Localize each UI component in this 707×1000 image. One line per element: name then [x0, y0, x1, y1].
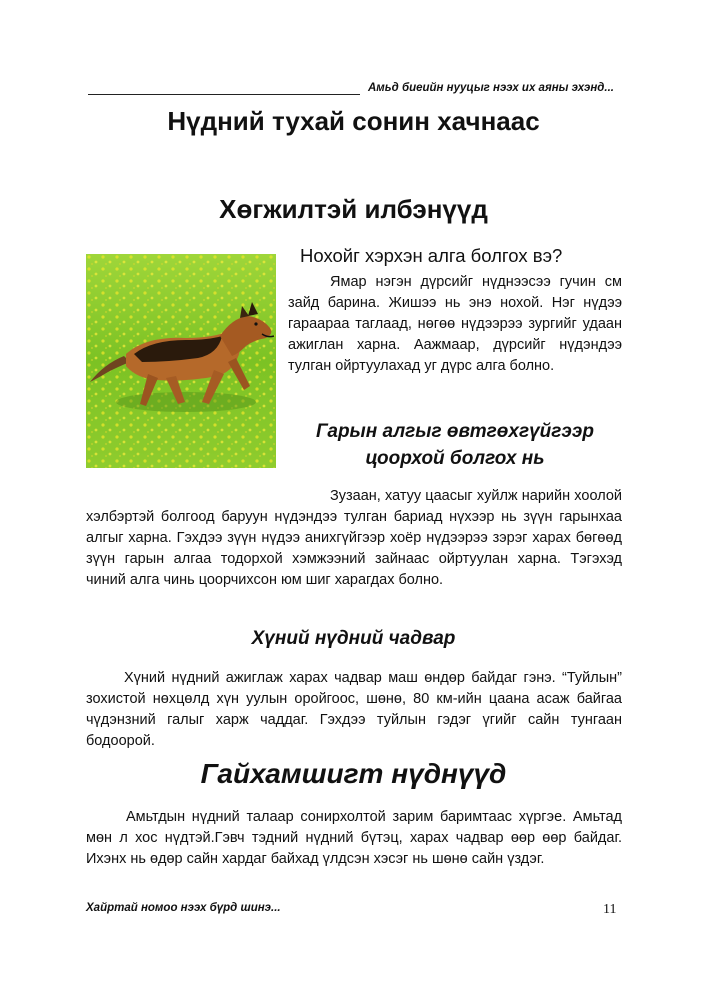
dog-photo: [86, 254, 276, 468]
palm-trick-paragraph: Зузаан, хатуу цаасыг хуйлж нарийн хоолой хэлбэртэй болгоод баруун нүдэндээ тулган бариад нүхээр нь зүүн гарынхаа алгыг харна. Гэхдээ зүүн нүдээ анихгүйгээр хоёр нүдээрээ зэрэг харах бөгөөд зүүн гарын алгаа тодорхой хэмжээний зайнаас ойртуулан харна. Тэгэхэд чиний алга чинь цоорчихсон юм шиг харагдах болно.: [86, 488, 622, 588]
running-footer: Хайртай номоо нээх бүрд шинэ...: [86, 902, 281, 914]
amazing-eyes-paragraph: Амьтдын нүдний талаар сонирхолтой зарим баримтаас хүргэе. Амьтад мөн л хос нүдтэй.Гэвч тэдний нүдний бүтэц, харах чадвар өөр өөр байдаг. Ихэнх нь өдөр сайн хардаг байхад үлдсэн хэсэг нь шөнө сайн үздэг.: [86, 809, 622, 867]
amazing-eyes-heading: Гайхамшигт нүднүүд: [200, 758, 507, 789]
dog-trick-paragraph: Ямар нэгэн дүрсийг нүднээсээ гучин см зайд барина. Жишээ нь энэ нохой. Нэг нүдээ гараараа таглаад, нөгөө нүдээрээ зургийг удаан ажиглан харна. Аажмаар, дүрсийг нүдэндээ тулган ойртуулахад уг дүрс алга болно.: [288, 274, 622, 374]
vision-ability-paragraph: Хүний нүдний ажиглаж харах чадвар маш өндөр байдаг гэнэ. “Туйлын” зохистой нөхцөлд хүн уулын оройгоос, шөнө, 80 км-ийн цаана асаж байгаа чүдэнзний галыг харж чаддаг. Гэхдээ туйлын гэдэг үгийг сайн тунгаан бодоорой.: [86, 670, 622, 749]
header-rule: [88, 94, 360, 95]
palm-heading-line2: цоорхой болгох нь: [365, 448, 545, 469]
palm-heading-line1: Гарын алгыг өвтгөхгүйгээр: [315, 421, 595, 442]
section-title: Хөгжилтэй илбэнүүд: [219, 194, 488, 224]
running-header: Амьд биеийн нууцыг нээх их аяны эхэнд...: [368, 82, 614, 94]
palm-trick-heading: [288, 418, 622, 472]
page-title: Нүдний тухай сонин хачнаас: [167, 106, 540, 136]
vision-ability-heading: Хүний нүдний чадвар: [251, 628, 456, 649]
question-heading: Нохойг хэрхэн алга болгох вэ?: [300, 245, 563, 266]
page-number: 11: [603, 902, 617, 917]
